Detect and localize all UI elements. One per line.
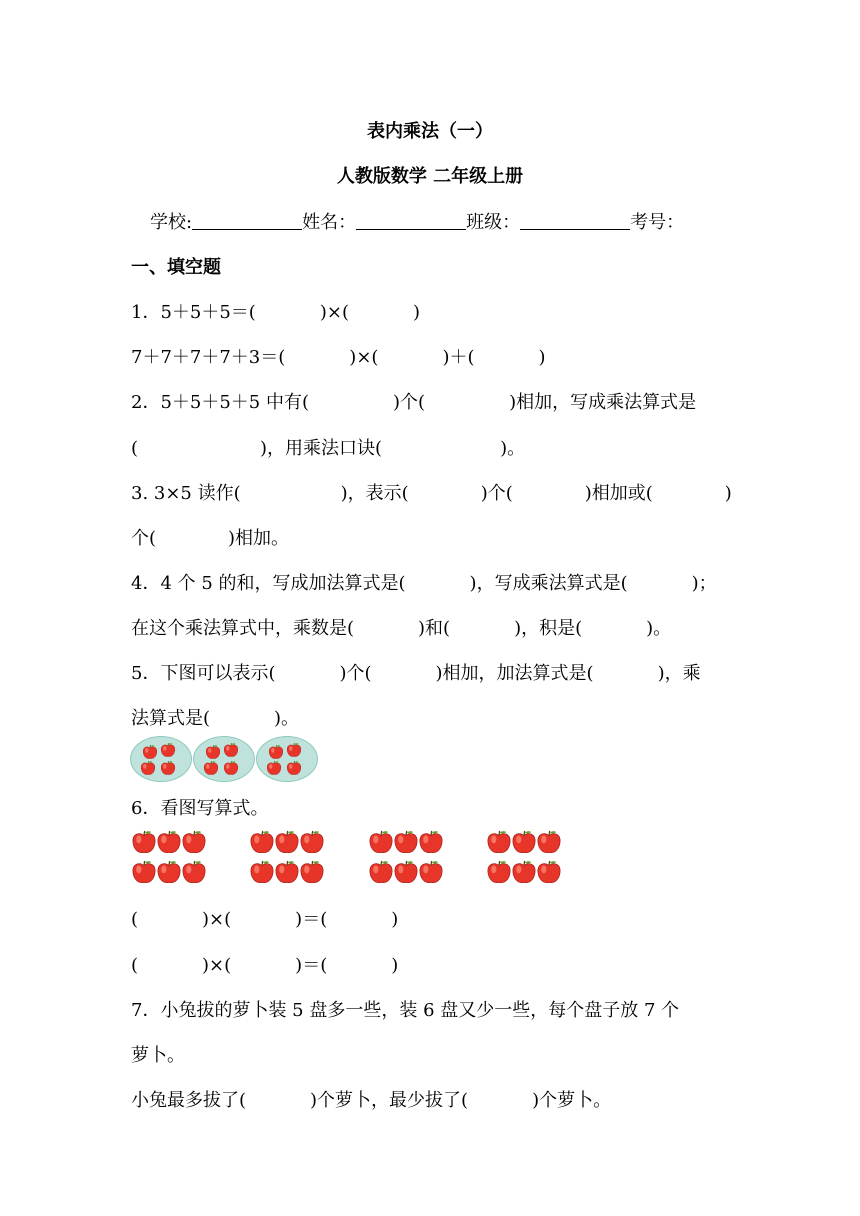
q3-text-g: )相加。 xyxy=(228,528,290,549)
q6-eq2-d: ) xyxy=(391,955,399,976)
q1-text-d: 7＋7＋7＋7＋3＝( xyxy=(131,347,286,368)
q6-eq2-b: )×( xyxy=(202,955,232,976)
apple-icon xyxy=(274,829,300,855)
apple-icon xyxy=(181,859,207,885)
apple-icon xyxy=(274,859,300,885)
exam-no-label: 考号： xyxy=(630,212,685,233)
q5-text-e: 法算式是( xyxy=(131,708,211,729)
name-label: 姓名： xyxy=(302,212,357,233)
q6-eq1-c: )＝( xyxy=(295,909,328,930)
q5-line2 xyxy=(131,704,299,730)
q5-text-d: )，乘 xyxy=(657,663,701,684)
q6-equation-1 xyxy=(131,905,398,931)
apple-icon xyxy=(418,859,444,885)
q5-text-c: )相加，加法算式是( xyxy=(435,663,594,684)
apple-icon xyxy=(299,829,325,855)
apple-icon xyxy=(418,829,444,855)
apple-icon xyxy=(368,859,394,885)
apple-icon xyxy=(249,859,275,885)
q3-text-b: )，表示( xyxy=(340,483,409,504)
q6-eq1-d: ) xyxy=(391,909,399,930)
apple-icon xyxy=(268,744,284,760)
q6-line1: 6．看图写算式。 xyxy=(131,798,269,819)
q1-text-b: )×( xyxy=(319,302,349,323)
apple-icon xyxy=(140,760,156,776)
q7-line1: 7．小兔拔的萝卜装 5 盘多一些，装 6 盘又少一些，每个盘子放 7 个 xyxy=(131,1000,680,1021)
apple-icon xyxy=(205,744,221,760)
q2-text-c: )相加，写成乘法算式是 xyxy=(509,392,697,413)
q3-text-c: )个( xyxy=(480,483,513,504)
q3-text-e: ) xyxy=(724,483,732,504)
apple-icon xyxy=(286,742,302,758)
q4-line2 xyxy=(131,614,671,640)
q5-text-b: )个( xyxy=(339,663,372,684)
apple-icon xyxy=(249,829,275,855)
q1-text-e: )×( xyxy=(349,347,379,368)
q6-eq1-a: ( xyxy=(131,909,139,930)
q7-text-b: )个萝卜，最少拔了( xyxy=(310,1090,469,1111)
q1-text-a: 1．5＋5＋5＝( xyxy=(131,302,256,323)
q4-text-a: 4．4 个 5 的和，写成加法算式是( xyxy=(131,573,406,594)
apple-icon xyxy=(181,829,207,855)
apple-icon xyxy=(156,829,182,855)
q2-line2 xyxy=(131,434,525,460)
apple-icon xyxy=(142,744,158,760)
q3-text-a: 3. 3×5 读作( xyxy=(131,483,241,504)
apple-icon xyxy=(536,829,562,855)
q7-text-a: 小兔最多拔了( xyxy=(131,1090,247,1111)
q6-eq2-a: ( xyxy=(131,955,139,976)
q6-equation-2 xyxy=(131,951,398,977)
q2-text-e: )，用乘法口诀( xyxy=(260,438,383,459)
q1-line2 xyxy=(131,343,546,369)
apple-icon xyxy=(156,859,182,885)
page-subtitle: 人教版数学 二年级上册 xyxy=(336,166,524,187)
apple-icon xyxy=(486,829,512,855)
apple-icon xyxy=(486,859,512,885)
q5-text-f: )。 xyxy=(274,708,300,729)
q4-text-b: )，写成乘法算式是( xyxy=(469,573,628,594)
apple-icon xyxy=(223,760,239,776)
apple-icon xyxy=(160,760,176,776)
q2-text-b: )个( xyxy=(393,392,426,413)
q2-text-f: )。 xyxy=(500,438,526,459)
q7-line2: 萝卜。 xyxy=(131,1045,185,1066)
q6-eq2-c: )＝( xyxy=(295,955,328,976)
q1-text-c: ) xyxy=(412,302,421,323)
apple-icon xyxy=(393,829,419,855)
q1-text-g: ) xyxy=(538,347,546,368)
apple-icon xyxy=(299,859,325,885)
q2-line1 xyxy=(131,388,696,414)
apple-icon xyxy=(393,859,419,885)
q4-text-c: )； xyxy=(691,573,717,594)
q4-text-e: )和( xyxy=(418,618,451,639)
apple-icon xyxy=(203,760,219,776)
apple-icon xyxy=(160,742,176,758)
class-label: 班级： xyxy=(466,212,521,233)
q5-line1 xyxy=(131,659,701,685)
q1-text-f: )＋( xyxy=(442,347,475,368)
q4-text-f: )，积是( xyxy=(514,618,583,639)
info-row xyxy=(150,208,684,234)
apple-icon xyxy=(131,829,157,855)
apple-icon xyxy=(511,829,537,855)
apple-icon xyxy=(266,760,282,776)
q2-text-d: ( xyxy=(131,438,139,459)
q3-text-f: 个( xyxy=(131,528,157,549)
class-blank[interactable] xyxy=(520,211,630,230)
q4-text-g: )。 xyxy=(646,618,672,639)
apple-icon xyxy=(223,742,239,758)
q3-text-d: )相加或( xyxy=(584,483,653,504)
q7-text-c: )个萝卜。 xyxy=(532,1090,612,1111)
apple-icon xyxy=(511,859,537,885)
section-heading: 一、填空题 xyxy=(131,257,221,278)
q7-line3 xyxy=(131,1086,611,1112)
school-blank[interactable] xyxy=(192,211,302,230)
apple-icon xyxy=(286,760,302,776)
name-blank[interactable] xyxy=(356,211,466,230)
q1-line1 xyxy=(131,298,420,324)
q3-line1 xyxy=(131,479,732,505)
q6-eq1-b: )×( xyxy=(202,909,232,930)
q3-line2 xyxy=(131,524,289,550)
apple-icon xyxy=(368,829,394,855)
page-title: 表内乘法（一） xyxy=(367,121,493,142)
q4-line1 xyxy=(131,569,717,595)
apple-icon xyxy=(131,859,157,885)
q4-text-d: 在这个乘法算式中，乘数是( xyxy=(131,618,355,639)
q2-text-a: 2．5＋5＋5＋5 中有( xyxy=(131,392,310,413)
q5-text-a: 5．下图可以表示( xyxy=(131,663,276,684)
school-label: 学校: xyxy=(150,212,193,233)
apple-icon xyxy=(536,859,562,885)
